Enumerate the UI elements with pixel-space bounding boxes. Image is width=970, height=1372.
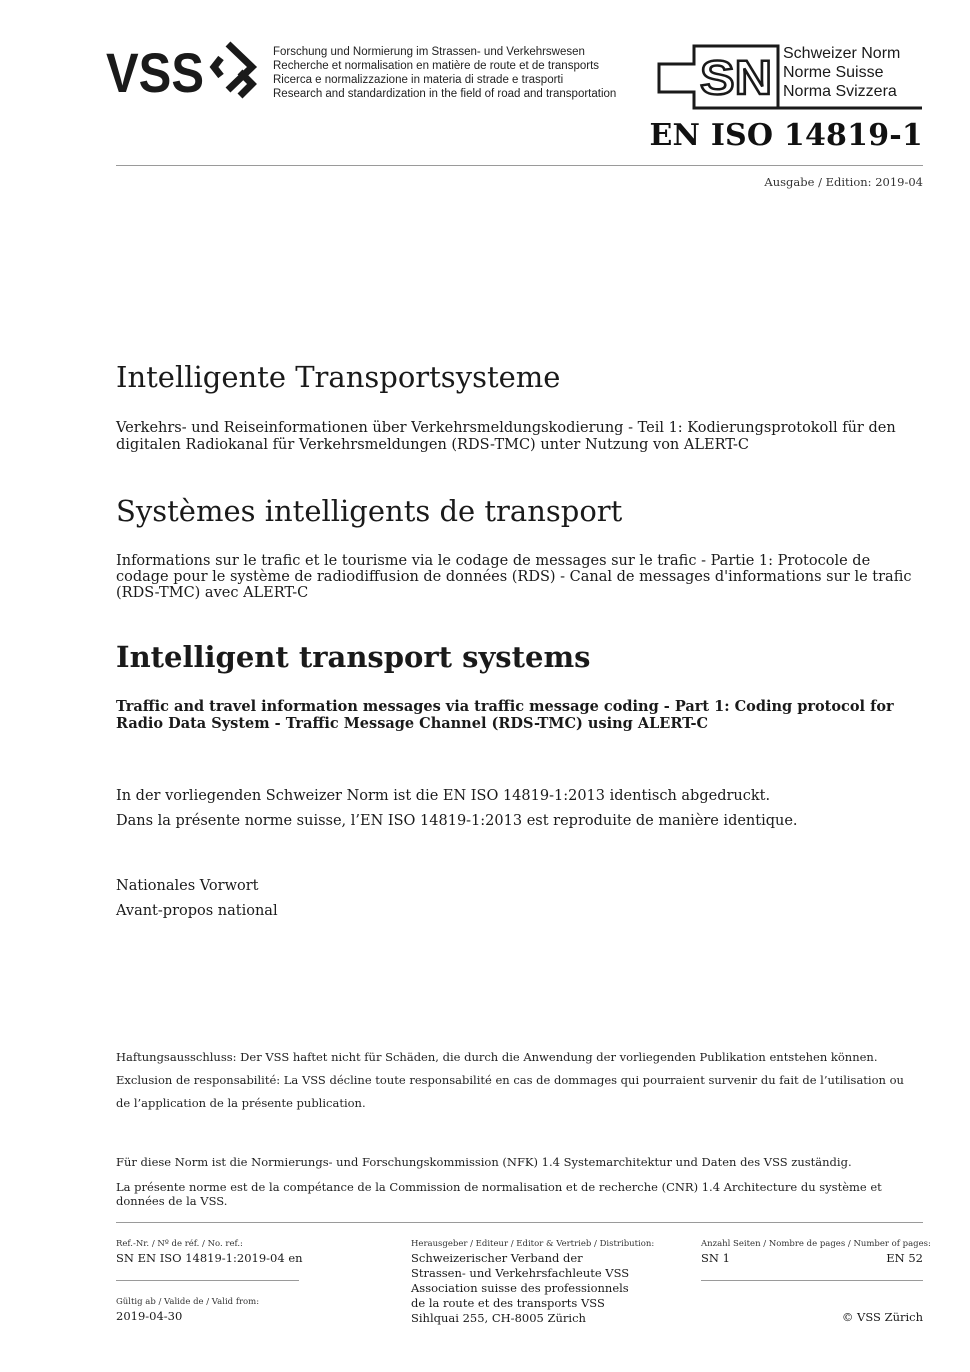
ref-value: SN EN ISO 14819-1:2019-04 en xyxy=(116,1251,303,1265)
header-divider xyxy=(116,165,923,166)
subtitle-english: Traffic and travel information messages via traffic message coding - Part 1: Coding protocol for Radio Data System - Traffic Message Channel (RDS-TMC) using ALERT-C xyxy=(116,698,894,732)
document-number: EN ISO 14819-1 xyxy=(649,118,923,153)
sn-logo-text: SN xyxy=(700,52,772,105)
disclaimer-fr-line1: Exclusion de responsabilité: La VSS décline toute responsabilité en cas de dommages qui pourraient survenir du fait de l’utilisation ou xyxy=(116,1073,904,1087)
title-german: Intelligente Transportsysteme xyxy=(116,360,561,394)
ref-label: Ref.-Nr. / Nº de réf. / No. ref.: xyxy=(116,1239,243,1249)
identity-statement-de: In der vorliegenden Schweizer Norm ist die EN ISO 14819-1:2013 identisch abgedruckt. xyxy=(116,788,771,804)
publisher-line: Association suisse des professionnels xyxy=(411,1281,629,1295)
disclaimer-de: Haftungsausschluss: Der VSS haftet nicht für Schäden, die durch die Anwendung der vorliegenden Publikation entstehen können. xyxy=(116,1050,878,1064)
publisher-label: Herausgeber / Editeur / Editor & Vertrieb / Distribution: xyxy=(411,1239,655,1249)
pages-en: EN 52 xyxy=(886,1251,923,1265)
tagline-line: Ricerca e normalizzazione in materia di strade e trasporti xyxy=(273,74,564,86)
vss-logo xyxy=(106,40,266,104)
national-foreword-fr: Avant-propos national xyxy=(116,903,278,919)
publisher-line: Strassen- und Verkehrsfachleute VSS xyxy=(411,1266,630,1280)
tagline-line: Recherche et normalisation en matière de route et de transports xyxy=(273,60,600,72)
publisher-address xyxy=(411,1251,629,1326)
ref-divider xyxy=(116,1280,299,1281)
pages-label: Anzahl Seiten / Nombre de pages / Number of pages: xyxy=(701,1239,931,1249)
title-french: Systèmes intelligents de transport xyxy=(116,494,623,528)
vss-tagline xyxy=(273,45,616,101)
competence-fr: La présente norme est de la compétance de la Commission de normalisation et de recherche (CNR) 1.4 Architecture du système et données de la VSS. xyxy=(116,1180,882,1208)
identity-statement-fr: Dans la présente norme suisse, l’EN ISO 14819-1:2013 est reproduite de manière identique. xyxy=(116,813,798,829)
competence-de: Für diese Norm ist die Normierungs- und Forschungskommission (NFK) 1.4 Systemarchitektur und Daten des VSS zuständig. xyxy=(116,1155,852,1169)
subtitle-german: Verkehrs- und Reiseinformationen über Verkehrsmeldungskodierung - Teil 1: Kodierungsprotokoll für den digitalen Radiokanal für Verkehrsmeldungen (RDS-TMC) unter Nutzung von ALERT-C xyxy=(116,420,896,453)
edition-date: Ausgabe / Edition: 2019-04 xyxy=(764,175,923,189)
pages-divider xyxy=(701,1280,923,1281)
disclaimer-fr-line2: de l’application de la présente publication. xyxy=(116,1096,366,1110)
vss-logo-text: VSS xyxy=(106,41,204,100)
footer-divider xyxy=(116,1222,923,1223)
sn-word: Schweizer Norm xyxy=(783,45,901,62)
pages-sn: SN 1 xyxy=(701,1251,730,1265)
tagline-line: Forschung und Normierung im Strassen- und Verkehrswesen xyxy=(273,46,585,58)
subtitle-french: Informations sur le trafic et le tourisme via le codage de messages sur le trafic - Partie 1: Protocole de codage pour le système de radiodiffusion de données (RDS) - Canal de messages d'informations sur le trafic (RDS-TMC) avec ALERT-C xyxy=(116,553,912,601)
publisher-line: de la route et des transports VSS xyxy=(411,1296,605,1310)
national-foreword-de: Nationales Vorwort xyxy=(116,878,259,894)
sn-word: Norme Suisse xyxy=(783,64,884,81)
publisher-line: Schweizerischer Verband der xyxy=(411,1251,583,1265)
copyright: © VSS Zürich xyxy=(841,1310,923,1324)
valid-value: 2019-04-30 xyxy=(116,1309,183,1323)
tagline-line: Research and standardization in the field of road and transportation xyxy=(273,88,617,100)
publisher-line: Sihlquai 255, CH-8005 Zürich xyxy=(411,1311,586,1325)
title-english: Intelligent transport systems xyxy=(116,640,591,674)
valid-label: Gültig ab / Valide de / Valid from: xyxy=(116,1297,260,1307)
sn-word: Norma Svizzera xyxy=(783,83,897,100)
swiss-norm-words xyxy=(783,44,900,101)
